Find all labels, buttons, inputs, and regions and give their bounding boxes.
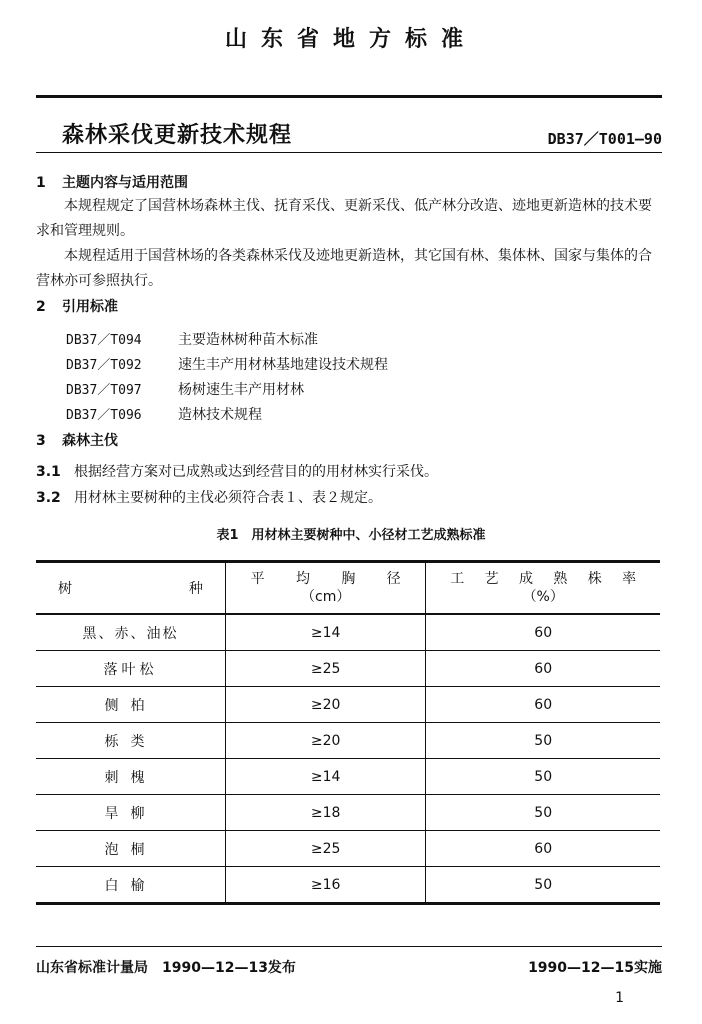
reference-title: 速生丰产用材林基地建设技术规程 [178,357,388,373]
section-2-heading [36,296,118,316]
clause-text: 用材林主要树种的主伐必须符合表１、表２规定。 [74,490,382,506]
cell-rate: 50 [426,795,660,831]
cell-species: 旱柳 [36,795,225,831]
effective-date: 1990—12—15实施 [528,960,662,976]
cell-rate: 60 [426,614,660,651]
rate-unit: （%） [522,589,564,605]
section-number: 1 [36,175,46,191]
cell-species: 侧柏 [36,687,225,723]
cell-diameter: ≥16 [225,867,426,904]
cell-species: 栎类 [36,723,225,759]
cell-rate: 50 [426,723,660,759]
cell-species: 白榆 [36,867,225,904]
table-row [36,651,660,687]
table-row [36,867,660,904]
cell-rate: 50 [426,867,660,904]
section-1-heading [36,172,188,192]
section-number: 3 [36,433,46,449]
table-row [36,759,660,795]
reference-code: DB37／T097 [66,383,142,398]
cell-diameter: ≥20 [225,723,426,759]
table-caption: 表1 用材林主要树种中、小径材工艺成熟标准 [216,528,486,543]
table-header-row [36,562,660,615]
reference-item [66,379,304,399]
paragraph: 本规程规定了国营林场森林主伐、抚育采伐、更新采伐、低产林分改造、迹地更新造林的技术要求和管理规则。 [36,198,652,239]
reference-code: DB37／T094 [66,333,142,348]
header-diameter: 平 均 胸 径 （cm） [225,562,426,615]
cell-diameter: ≥20 [225,687,426,723]
publish-info: 山东省标准计量局 1990—12—13发布 [36,960,296,976]
section-number: 2 [36,299,46,315]
paragraph: 本规程适用于国营林场的各类森林采伐及迹地更新造林，其它国有林、集体林、国家与集体的合营林亦可参照执行。 [36,248,652,289]
cell-diameter: ≥14 [225,614,426,651]
clause-number: 3.1 [36,464,61,480]
reference-title: 杨树速生丰产用材林 [178,382,304,398]
cell-species: 泡桐 [36,831,225,867]
clause-3-1 [36,461,438,481]
reference-code: DB37／T092 [66,358,142,373]
diameter-unit: （cm） [301,589,351,605]
standard-header-title: 山东省地方标准 [224,27,477,52]
page-number: 1 [615,990,624,1006]
cell-rate: 60 [426,831,660,867]
cell-diameter: ≥14 [225,759,426,795]
section-title: 主题内容与适用范围 [62,175,188,191]
cell-diameter: ≥25 [225,831,426,867]
header-maturity-rate: 工 艺 成 熟 株 率 （%） [426,562,660,615]
reference-item [66,404,262,424]
table-row [36,831,660,867]
clause-3-2 [36,487,382,507]
section-3-heading [36,430,118,450]
cell-diameter: ≥18 [225,795,426,831]
clause-number: 3.2 [36,490,61,506]
document-code: DB37／T001—90 [547,130,662,148]
reference-code: DB37／T096 [66,408,142,423]
reference-item [66,329,318,349]
reference-item [66,354,388,374]
cell-rate: 50 [426,759,660,795]
cell-diameter: ≥25 [225,651,426,687]
clause-text: 根据经营方案对已成熟或达到经营目的的用材林实行采伐。 [74,464,438,480]
cell-rate: 60 [426,687,660,723]
cell-species: 落叶松 [36,651,225,687]
table-row [36,723,660,759]
table-row [36,614,660,651]
reference-title: 主要造林树种苗木标准 [178,332,318,348]
title-rule [36,152,662,153]
table-row [36,687,660,723]
document-title: 森林采伐更新技术规程 [62,123,293,148]
footer-rule [36,946,662,947]
cell-species: 刺槐 [36,759,225,795]
header-rule [36,95,662,98]
maturity-standard-table [36,560,660,905]
header-species: 树 种 [36,562,225,615]
cell-species: 黑、赤、油松 [36,614,225,651]
section-title: 森林主伐 [62,433,118,449]
table-row [36,795,660,831]
section-title: 引用标准 [62,299,118,315]
cell-rate: 60 [426,651,660,687]
reference-title: 造林技术规程 [178,407,262,423]
